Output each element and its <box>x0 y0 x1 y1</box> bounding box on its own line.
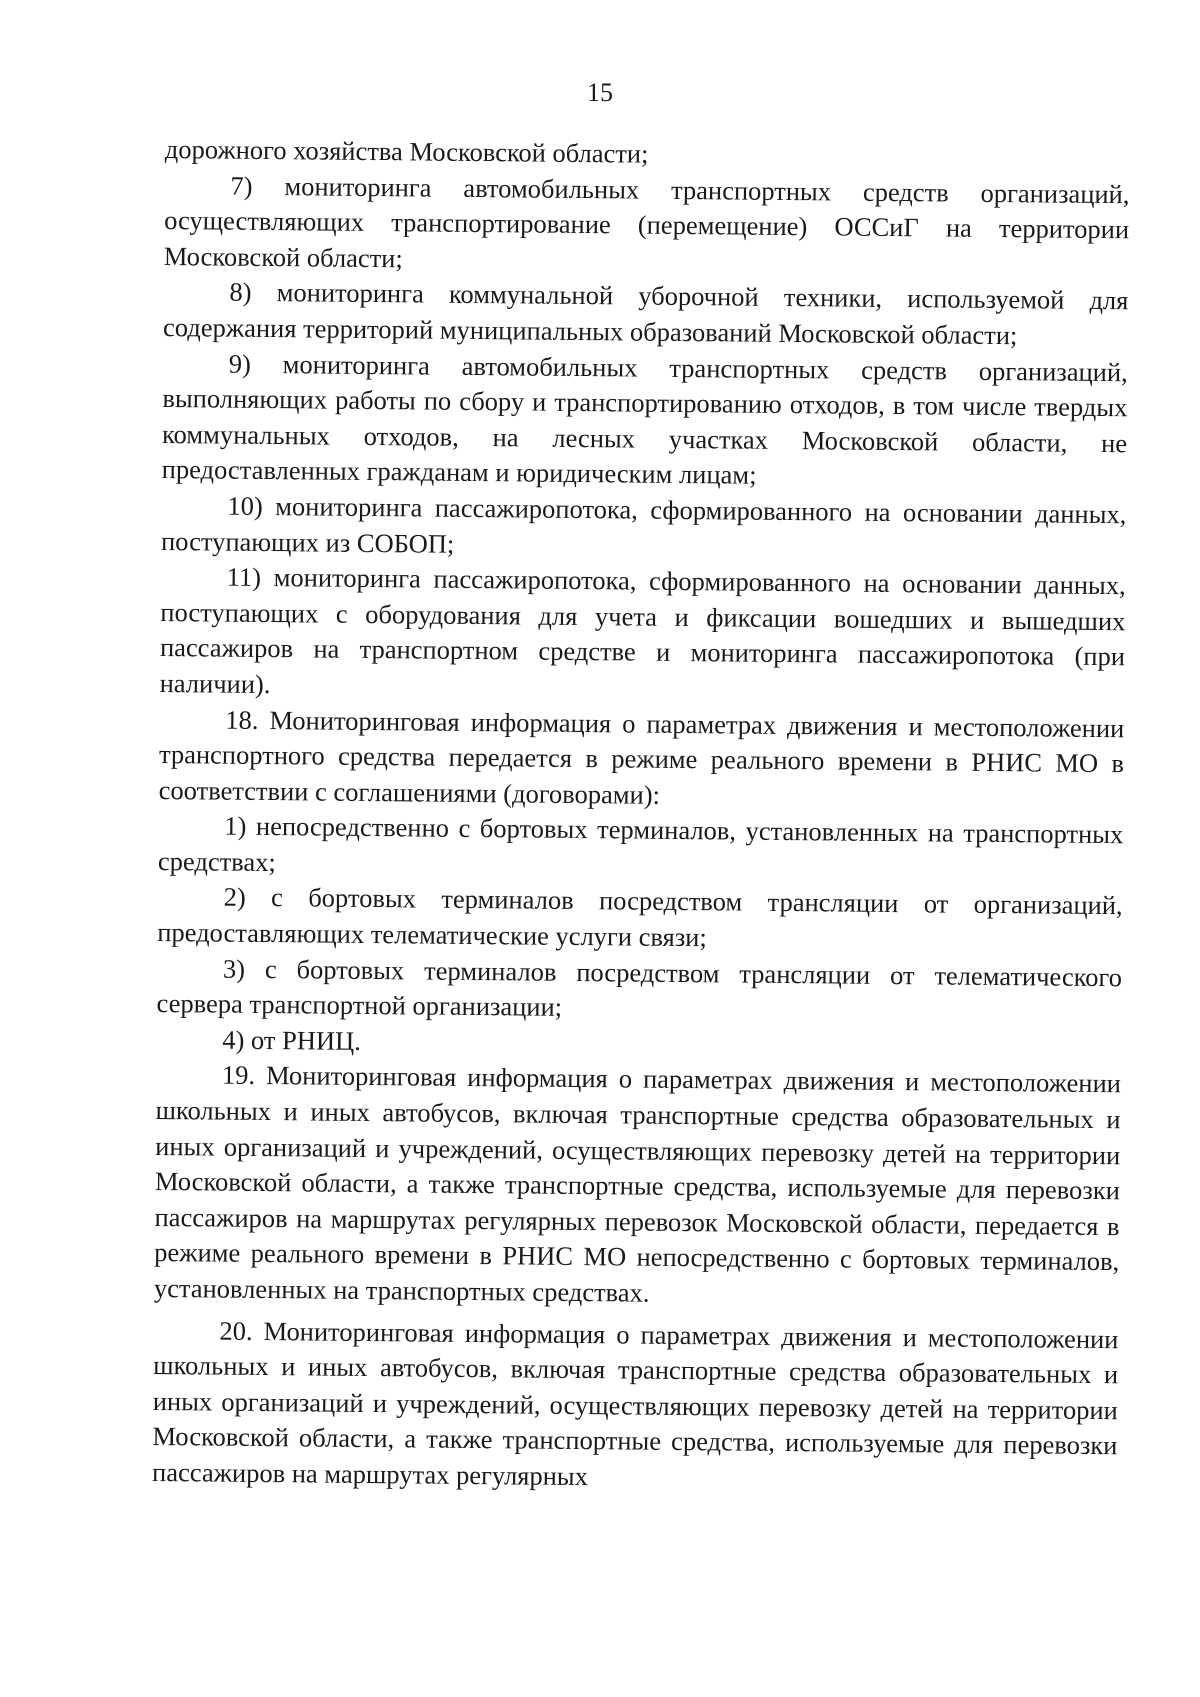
page-number: 15 <box>587 78 613 107</box>
clause-18-item-4: 4) от РНИЦ. <box>222 1024 362 1056</box>
document-body <box>152 132 1130 1500</box>
clause-18-item-3: 3) с бортовых терминалов посредством трансляции от телематического сервера транспортной организации; <box>156 953 1123 1023</box>
list-item-11: 11) мониторинга пассажиропотока, сформированного на основании данных, поступающих с оборудования для учета и фиксации вошедших и вышедших пассажиров на транспортном средстве и мониторинга пассажиропотока (при наличии). <box>159 561 1126 699</box>
list-item-10: 10) мониторинга пассажиропотока, сформированного на основании данных, поступающих из СОБОП; <box>160 490 1127 559</box>
paragraph-continuation: дорожного хозяйства Московской области; <box>164 133 649 169</box>
clause-18: 18. Мониторинговая информация о параметрах движения и местоположении транспортного средства передается в режиме реального времени в РНИС МО в соответствии с соглашениями (договорами): <box>158 704 1125 810</box>
clause-20: 20. Мониторинговая информация о параметрах движения и местоположении школьных и иных автобусов, включая транспортные средства образовательных и иных организаций и учреждений, осуществляющих перевозку детей на территории Московской области, а также транспортные средства, используемые для перевозки пассажиров на маршрутах регулярных <box>151 1315 1119 1492</box>
list-item-9: 9) мониторинга автомобильных транспортных средств организаций, выполняющих работы по сбору и транспортированию отходов, в том числе твердых коммунальных отходов, на лесных участках Московской области, не предоставленных гражданам и юридическим лицам; <box>161 348 1128 491</box>
clause-18-item-2: 2) с бортовых терминалов посредством трансляции от организаций, предоставляющих телематические услуги связи; <box>157 882 1123 953</box>
list-item-7: 7) мониторинга автомобильных транспортных средств организаций, осуществляющих транспортирование (перемещение) ОССиГ на территории Московской области; <box>163 170 1130 274</box>
clause-18-item-1: 1) непосредственно с бортовых терминалов, установленных на транспортных средствах; <box>157 810 1124 877</box>
clause-19: 19. Мониторинговая информация о параметрах движения и местоположении школьных и иных автобусов, включая транспортные средства образовательных и иных организаций и учреждений, осуществляющих перевозку детей на территории Московской области, а также транспортные средства, используемые для перевозки пассажиров на маршрутах регулярных перевозок Московской области, передается в режиме реального времени в РНИС МО непосредственно с бортовых терминалов, установленных на транспортных средствах. <box>153 1060 1122 1308</box>
list-item-8: 8) мониторинга коммунальной уборочной техники, используемой для содержания территорий муниципальных образований Московской области; <box>162 277 1129 351</box>
